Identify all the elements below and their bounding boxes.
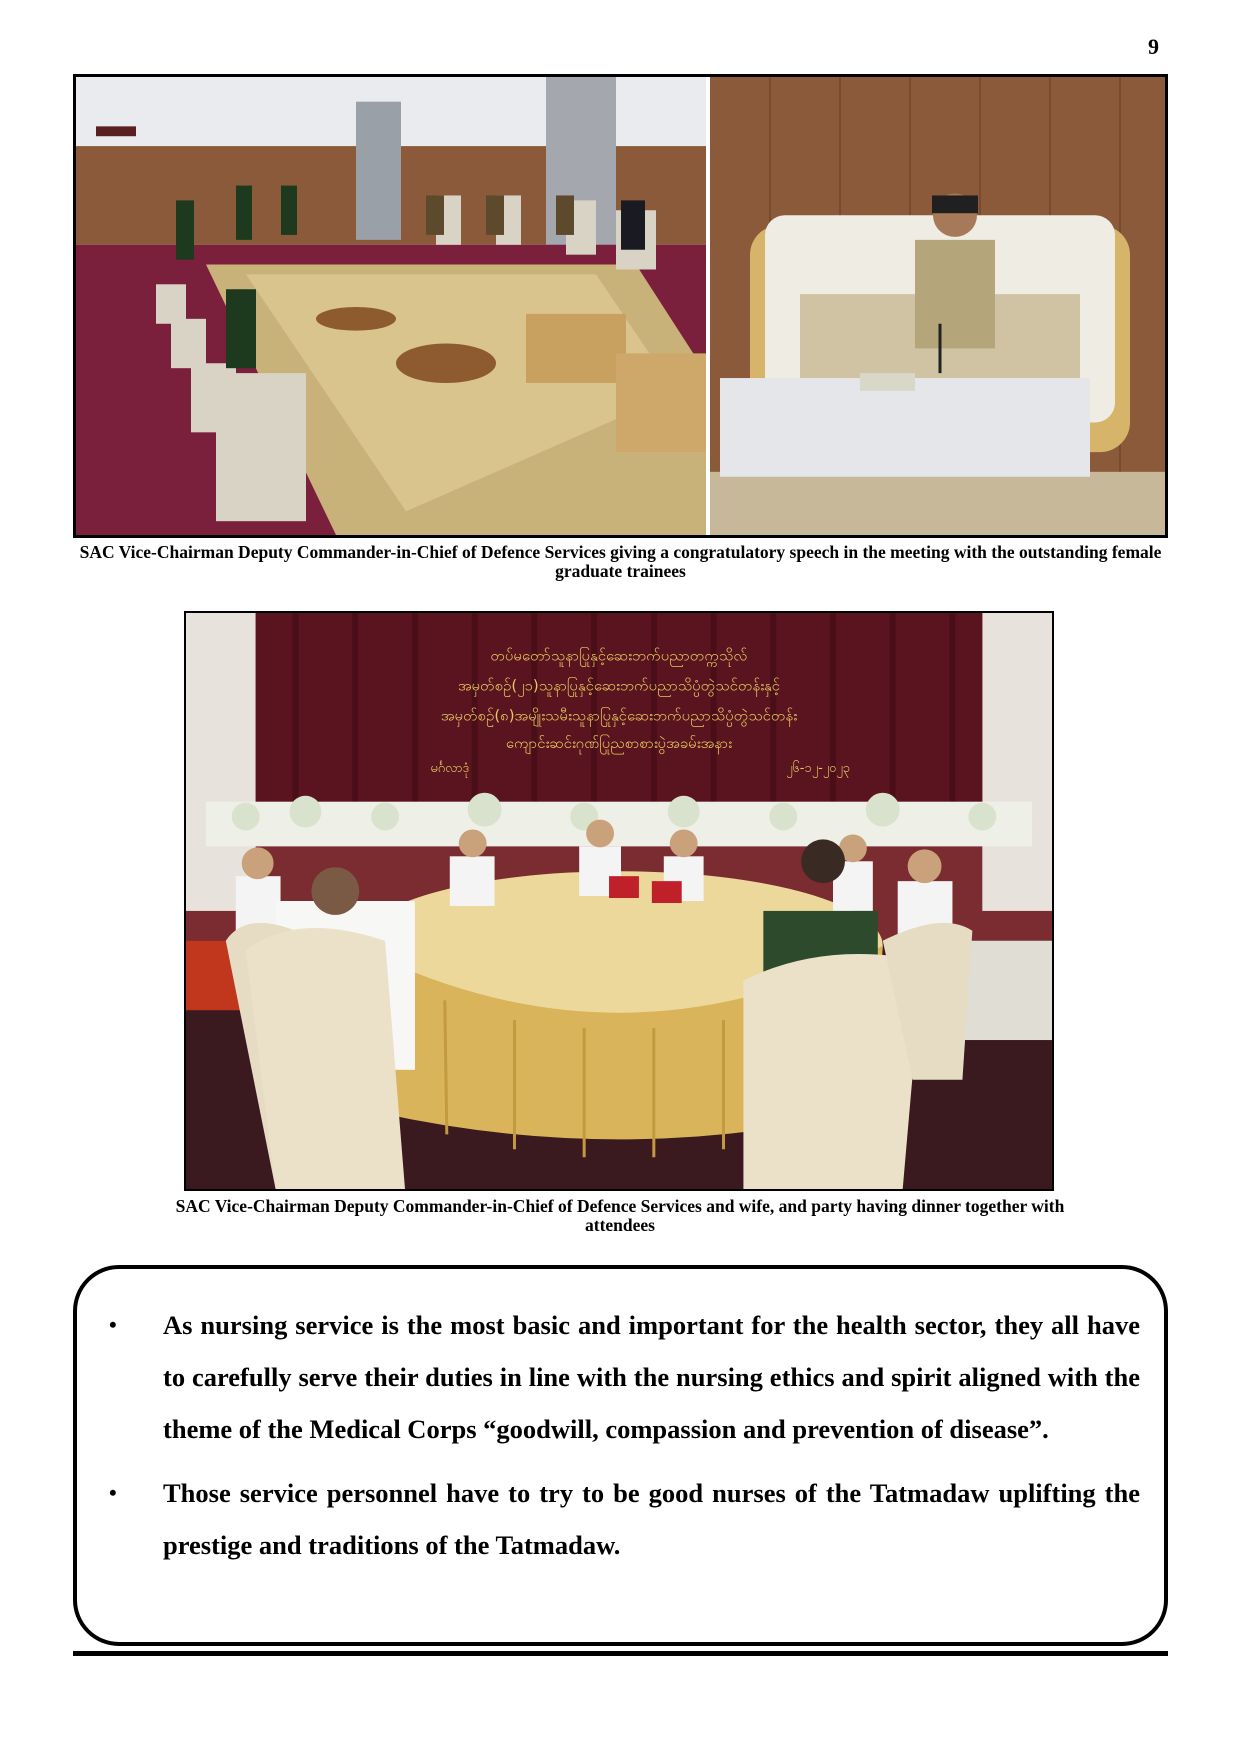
figure-caption: SAC Vice-Chairman Deputy Commander-in-Chief of Defence Services giving a congratulatory speech in the meeting with the outstanding female graduate trainees [79, 542, 1162, 581]
bullet-icon: • [109, 1480, 117, 1505]
key-point [101, 1299, 1140, 1455]
key-point [101, 1467, 1140, 1571]
key-points-box [73, 1265, 1168, 1646]
banner-line: အမှတ်စဉ်(၈)အမျိုးသမီးသူနာပြုနှင့်ဆေးဘက်ပညာသိပ္ပံတွဲသင်တန်း [440, 706, 798, 725]
meeting-photo-pair [73, 74, 1168, 538]
bullet-icon: • [109, 1312, 117, 1337]
key-points-list [101, 1299, 1140, 1583]
banner-line: တပ်မတော်သူနာပြုနှင့်ဆေးဘက်ပညာတက္ကသိုလ် [490, 646, 748, 665]
banner-line: အမှတ်စဉ်(၂၁)သူနာပြုနှင့်ဆေးဘက်ပညာသိပ္ပံတွဲသင်တန်းနှင့် [457, 676, 781, 695]
key-point-text: Those service personnel have to try to be good nurses of the Tatmadaw uplifting the prestige and traditions of the Tatmadaw. [163, 1478, 1140, 1560]
banner-date: ၂၆-၁၂-၂၀၂၃ [786, 760, 850, 776]
figure-caption: SAC Vice-Chairman Deputy Commander-in-Chief of Defence Services and wife, and party having dinner together with attendees [175, 1196, 1065, 1235]
dinner-photo [184, 611, 1054, 1191]
key-point-text: As nursing service is the most basic and important for the health sector, they all have to carefully serve their duties in line with the nursing ethics and spirit aligned with the theme of the Medical Corps “goodwill, compassion and prevention of disease”. [163, 1310, 1140, 1444]
banner-place: မင်္ဂလာဒုံ [430, 760, 470, 776]
meeting-hall-photo [76, 77, 706, 535]
footer-rule [73, 1651, 1168, 1656]
banner-line: ကျောင်းဆင်းဂုဏ်ပြုညစာစားပွဲအခမ်းအနား [506, 734, 732, 753]
page-number: 9 [1148, 34, 1159, 59]
speaker-photo [710, 77, 1165, 535]
